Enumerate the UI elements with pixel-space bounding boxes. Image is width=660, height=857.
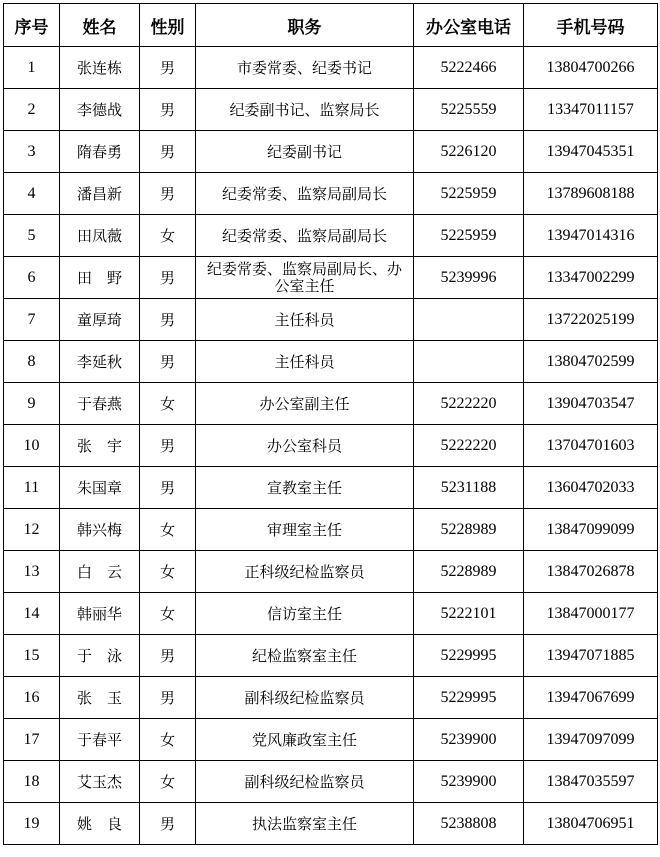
row-name: 姚 良 — [60, 803, 140, 845]
row-gender: 女 — [140, 593, 196, 635]
row-gender: 男 — [140, 425, 196, 467]
row-mobile: 13847026878 — [524, 551, 658, 593]
table-row — [4, 551, 658, 593]
table-row — [4, 803, 658, 845]
row-index: 18 — [4, 761, 60, 803]
row-position: 纪检监察室主任 — [196, 635, 414, 677]
row-mobile: 13947014316 — [524, 215, 658, 257]
row-name: 艾玉杰 — [60, 761, 140, 803]
row-name: 张 玉 — [60, 677, 140, 719]
row-position: 纪委常委、监察局副局长、办公室主任 — [196, 257, 414, 299]
row-position: 副科级纪检监察员 — [196, 677, 414, 719]
row-mobile: 13904703547 — [524, 383, 658, 425]
row-position: 纪委副书记 — [196, 131, 414, 173]
row-index: 19 — [4, 803, 60, 845]
row-mobile: 13804702599 — [524, 341, 658, 383]
table-row — [4, 425, 658, 467]
row-mobile: 13947067699 — [524, 677, 658, 719]
row-position: 执法监察室主任 — [196, 803, 414, 845]
row-gender: 女 — [140, 551, 196, 593]
row-gender: 男 — [140, 131, 196, 173]
row-gender: 男 — [140, 47, 196, 89]
row-position: 纪委常委、监察局副局长 — [196, 215, 414, 257]
row-mobile: 13722025199 — [524, 299, 658, 341]
row-gender: 男 — [140, 803, 196, 845]
row-index: 2 — [4, 89, 60, 131]
row-index: 17 — [4, 719, 60, 761]
row-office-phone: 5229995 — [414, 677, 524, 719]
row-mobile: 13804700266 — [524, 47, 658, 89]
table-body — [4, 47, 658, 845]
row-gender: 女 — [140, 719, 196, 761]
row-name: 李延秋 — [60, 341, 140, 383]
table-row — [4, 593, 658, 635]
table-row — [4, 635, 658, 677]
row-position: 副科级纪检监察员 — [196, 761, 414, 803]
table-row — [4, 383, 658, 425]
row-mobile: 13789608188 — [524, 173, 658, 215]
header-mobile: 手机号码 — [524, 4, 658, 47]
row-index: 13 — [4, 551, 60, 593]
row-office-phone: 5222220 — [414, 383, 524, 425]
table-row — [4, 719, 658, 761]
row-office-phone: 5226120 — [414, 131, 524, 173]
row-mobile: 13347002299 — [524, 257, 658, 299]
table-row — [4, 131, 658, 173]
header-position: 职务 — [196, 4, 414, 47]
row-gender: 男 — [140, 89, 196, 131]
header-index: 序号 — [4, 4, 60, 47]
row-position: 办公室科员 — [196, 425, 414, 467]
row-gender: 男 — [140, 677, 196, 719]
row-position: 办公室副主任 — [196, 383, 414, 425]
table-row — [4, 299, 658, 341]
row-office-phone: 5225959 — [414, 173, 524, 215]
row-office-phone: 5222466 — [414, 47, 524, 89]
row-office-phone: 5231188 — [414, 467, 524, 509]
row-name: 张 宇 — [60, 425, 140, 467]
row-index: 3 — [4, 131, 60, 173]
row-office-phone: 5229995 — [414, 635, 524, 677]
row-index: 14 — [4, 593, 60, 635]
table-row — [4, 173, 658, 215]
row-name: 童厚琦 — [60, 299, 140, 341]
row-gender: 男 — [140, 467, 196, 509]
row-position: 市委常委、纪委书记 — [196, 47, 414, 89]
row-office-phone: 5239996 — [414, 257, 524, 299]
table-row — [4, 509, 658, 551]
row-gender: 男 — [140, 173, 196, 215]
row-mobile: 13947045351 — [524, 131, 658, 173]
row-office-phone: 5239900 — [414, 761, 524, 803]
table-row — [4, 215, 658, 257]
header-name: 姓名 — [60, 4, 140, 47]
row-name: 于春燕 — [60, 383, 140, 425]
row-index: 5 — [4, 215, 60, 257]
row-position: 信访室主任 — [196, 593, 414, 635]
table-row — [4, 341, 658, 383]
row-position: 正科级纪检监察员 — [196, 551, 414, 593]
header-row — [4, 4, 658, 47]
row-name: 韩兴梅 — [60, 509, 140, 551]
row-index: 4 — [4, 173, 60, 215]
table-row — [4, 89, 658, 131]
row-index: 9 — [4, 383, 60, 425]
row-mobile: 13347011157 — [524, 89, 658, 131]
row-index: 7 — [4, 299, 60, 341]
row-name: 田 野 — [60, 257, 140, 299]
row-index: 6 — [4, 257, 60, 299]
row-index: 16 — [4, 677, 60, 719]
row-office-phone: 5225559 — [414, 89, 524, 131]
row-gender: 女 — [140, 761, 196, 803]
row-position: 主任科员 — [196, 299, 414, 341]
row-office-phone — [414, 299, 524, 341]
row-position: 纪委副书记、监察局长 — [196, 89, 414, 131]
table-row — [4, 257, 658, 299]
row-mobile: 13704701603 — [524, 425, 658, 467]
row-office-phone: 5225959 — [414, 215, 524, 257]
row-position: 审理室主任 — [196, 509, 414, 551]
row-office-phone: 5239900 — [414, 719, 524, 761]
row-name: 隋春勇 — [60, 131, 140, 173]
row-index: 12 — [4, 509, 60, 551]
table-row — [4, 467, 658, 509]
row-name: 张连栋 — [60, 47, 140, 89]
row-mobile: 13604702033 — [524, 467, 658, 509]
row-position: 纪委常委、监察局副局长 — [196, 173, 414, 215]
row-name: 潘昌新 — [60, 173, 140, 215]
row-office-phone: 5238808 — [414, 803, 524, 845]
row-index: 8 — [4, 341, 60, 383]
row-mobile: 13847035597 — [524, 761, 658, 803]
row-office-phone: 5228989 — [414, 551, 524, 593]
header-gender: 性别 — [140, 4, 196, 47]
table-row — [4, 47, 658, 89]
row-index: 10 — [4, 425, 60, 467]
row-position: 宣教室主任 — [196, 467, 414, 509]
row-mobile: 13947097099 — [524, 719, 658, 761]
row-gender: 女 — [140, 509, 196, 551]
row-gender: 男 — [140, 257, 196, 299]
row-gender: 男 — [140, 341, 196, 383]
row-position: 主任科员 — [196, 341, 414, 383]
row-index: 11 — [4, 467, 60, 509]
row-mobile: 13947071885 — [524, 635, 658, 677]
row-name: 白 云 — [60, 551, 140, 593]
staff-directory-table — [3, 3, 658, 845]
row-gender: 男 — [140, 635, 196, 677]
row-name: 韩丽华 — [60, 593, 140, 635]
row-name: 于 泳 — [60, 635, 140, 677]
row-name: 于春平 — [60, 719, 140, 761]
row-gender: 女 — [140, 215, 196, 257]
row-office-phone: 5228989 — [414, 509, 524, 551]
row-index: 1 — [4, 47, 60, 89]
row-position: 党风廉政室主任 — [196, 719, 414, 761]
row-name: 田凤薇 — [60, 215, 140, 257]
row-mobile: 13847000177 — [524, 593, 658, 635]
row-office-phone: 5222220 — [414, 425, 524, 467]
row-index: 15 — [4, 635, 60, 677]
row-office-phone: 5222101 — [414, 593, 524, 635]
row-name: 朱国章 — [60, 467, 140, 509]
row-mobile: 13804706951 — [524, 803, 658, 845]
header-office-phone: 办公室电话 — [414, 4, 524, 47]
row-office-phone — [414, 341, 524, 383]
row-mobile: 13847099099 — [524, 509, 658, 551]
row-gender: 女 — [140, 383, 196, 425]
table-row — [4, 677, 658, 719]
row-gender: 男 — [140, 299, 196, 341]
table-row — [4, 761, 658, 803]
row-name: 李德战 — [60, 89, 140, 131]
